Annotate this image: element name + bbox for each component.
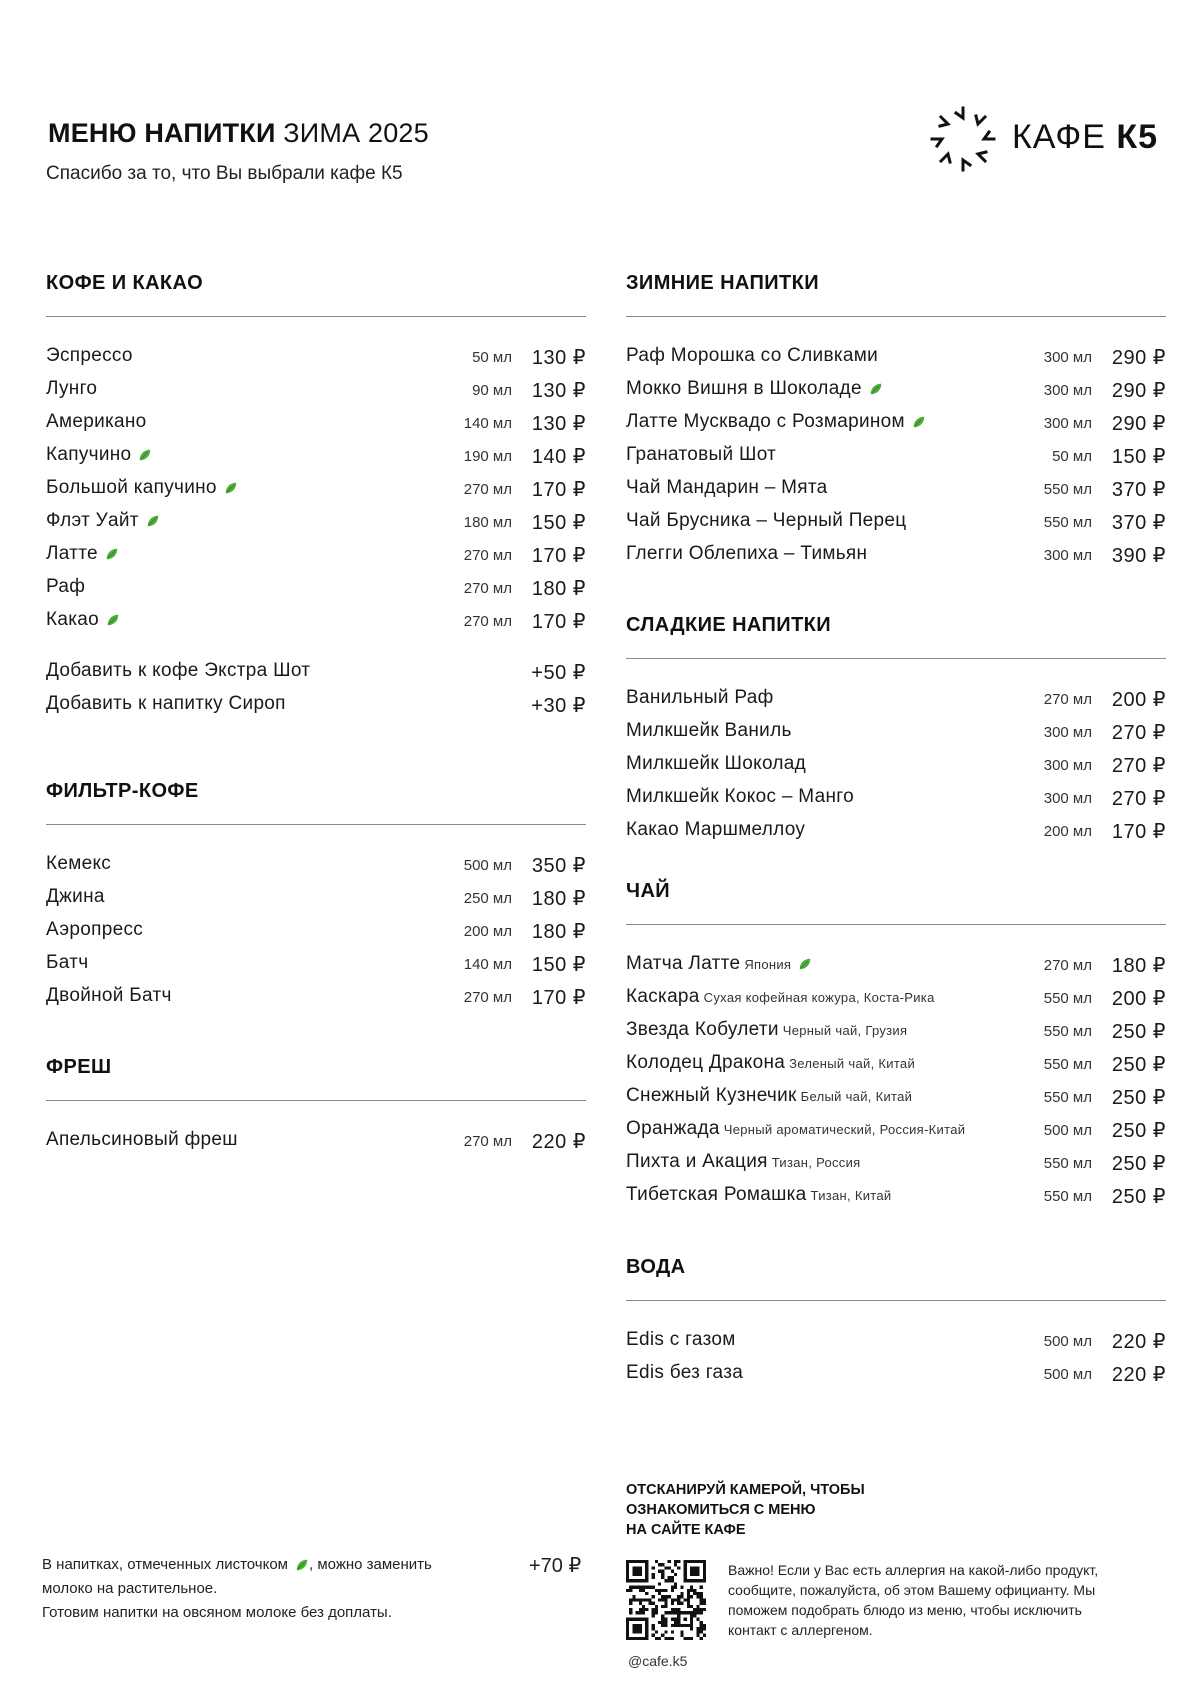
menu-item-price: 140 ₽	[531, 446, 586, 468]
menu-item-volume: 200 мл	[1043, 823, 1092, 840]
divider	[626, 1300, 1166, 1301]
menu-item-price: 250 ₽	[1111, 1120, 1166, 1142]
menu-item	[626, 411, 1166, 444]
menu-item-volume: 270 мл	[463, 1133, 512, 1150]
menu-item	[626, 953, 1166, 986]
section-sweet	[626, 610, 1166, 852]
menu-item-name-wrap	[626, 1151, 861, 1173]
menu-item-volume: 50 мл	[472, 349, 512, 366]
menu-item-name: Edis без газа	[626, 1362, 744, 1383]
menu-item-volume: 550 мл	[1043, 1023, 1092, 1040]
menu-item-name-wrap	[46, 1129, 238, 1151]
menu-item	[626, 1019, 1166, 1052]
menu-item-description: Белый чай, Китай	[800, 1089, 913, 1104]
menu-item-name-wrap	[46, 444, 152, 466]
menu-item-price: 220 ₽	[1111, 1364, 1166, 1386]
qr-code-icon	[626, 1560, 706, 1640]
menu-item-volume: 190 мл	[463, 448, 512, 465]
menu-item	[626, 687, 1166, 720]
menu-item-volume: 300 мл	[1043, 790, 1092, 807]
menu-item-volume: 270 мл	[463, 580, 512, 597]
menu-item-name-wrap	[46, 345, 133, 367]
menu-item	[626, 1085, 1166, 1118]
menu-item-name: Матча Латте	[626, 953, 741, 974]
menu-item-name-wrap	[46, 378, 97, 400]
menu-item-price: 170 ₽	[531, 987, 586, 1009]
section-tea	[626, 876, 1166, 1217]
menu-item-price: 200 ₽	[1111, 988, 1166, 1010]
menu-item	[626, 986, 1166, 1019]
menu-item	[46, 985, 586, 1018]
section-filter-coffee	[46, 776, 586, 1018]
menu-item	[46, 444, 586, 477]
divider	[626, 924, 1166, 925]
leaf-icon	[798, 957, 812, 971]
divider	[626, 658, 1166, 659]
menu-item-description: Япония	[744, 957, 792, 972]
menu-item	[46, 609, 586, 642]
qr-code[interactable]	[626, 1560, 706, 1640]
menu-item-volume: 270 мл	[1043, 957, 1092, 974]
menu-item-name-wrap	[626, 543, 867, 565]
footnote-text-2: , можно заменить молоко на растительное.	[42, 1556, 432, 1597]
menu-item-price: 350 ₽	[531, 855, 586, 877]
menu-item	[46, 477, 586, 510]
menu-item-volume: 550 мл	[1043, 1188, 1092, 1205]
menu-item-name-wrap	[626, 986, 935, 1008]
menu-item-price: 250 ₽	[1111, 1021, 1166, 1043]
menu-item-price: 130 ₽	[531, 413, 586, 435]
section-coffee	[46, 268, 586, 726]
menu-item-price: 270 ₽	[1111, 755, 1166, 777]
menu-item-volume: 550 мл	[1043, 1155, 1092, 1172]
logo-text-cafe: КАФЕ	[1012, 118, 1106, 156]
menu-item-price: 150 ₽	[531, 512, 586, 534]
menu-item-name: Чай Мандарин – Мята	[626, 477, 828, 498]
menu-item-name: Чай Брусника – Черный Перец	[626, 510, 907, 531]
menu-item-name-wrap	[626, 720, 792, 742]
menu-item-name-wrap	[626, 510, 906, 532]
menu-item-name-wrap	[626, 753, 806, 775]
menu-item-name: Добавить к кофе Экстра Шот	[46, 660, 311, 681]
menu-item-name: Звезда Кобулети	[626, 1019, 779, 1040]
section-title: СЛАДКИЕ НАПИТКИ	[626, 614, 832, 636]
menu-item-name-wrap	[626, 1184, 892, 1206]
menu-item	[46, 919, 586, 952]
menu-item-name-wrap	[46, 660, 310, 682]
menu-item	[46, 660, 586, 693]
menu-item-name: Эспрессо	[46, 345, 133, 366]
menu-item	[626, 1118, 1166, 1151]
menu-item	[46, 576, 586, 609]
menu-item	[626, 510, 1166, 543]
menu-item-name: Двойной Батч	[46, 985, 172, 1006]
menu-item	[626, 753, 1166, 786]
menu-item-name: Добавить к напитку Сироп	[46, 693, 286, 714]
menu-item-name-wrap	[46, 853, 111, 875]
divider	[46, 316, 586, 317]
menu-item-volume: 550 мл	[1043, 1089, 1092, 1106]
menu-item-price: 290 ₽	[1111, 380, 1166, 402]
section-title: КОФЕ И КАКАО	[46, 272, 204, 294]
menu-item-description: Тизан, Китай	[810, 1188, 892, 1203]
menu-item-name-wrap	[626, 411, 926, 433]
menu-item-name: Мокко Вишня в Шоколаде	[626, 378, 862, 399]
menu-item-name: Лунго	[46, 378, 98, 399]
menu-subtitle: Спасибо за то, что Вы выбрали кафе К5	[46, 163, 403, 184]
menu-item-price: 200 ₽	[1111, 689, 1166, 711]
menu-item-volume: 550 мл	[1043, 481, 1092, 498]
menu-item-name-wrap	[626, 1052, 915, 1074]
menu-item-name-wrap	[46, 985, 172, 1007]
menu-item-name: Оранжада	[626, 1118, 720, 1139]
menu-item-volume: 200 мл	[463, 923, 512, 940]
section-title: ЧАЙ	[626, 880, 671, 902]
menu-item-price: 150 ₽	[531, 954, 586, 976]
menu-item-name: Латте	[46, 543, 98, 564]
leaf-icon	[224, 481, 238, 495]
menu-item	[46, 693, 586, 726]
menu-item-name: Каскара	[626, 986, 700, 1007]
sweet-list	[626, 687, 1166, 852]
menu-item-name-wrap	[46, 576, 85, 598]
menu-item-name: Кемекс	[46, 853, 112, 874]
water-list	[626, 1329, 1166, 1395]
menu-item	[46, 510, 586, 543]
divider	[46, 1100, 586, 1101]
plant-milk-footnote	[42, 1553, 472, 1625]
menu-item-name: Американо	[46, 411, 147, 432]
section-title: ФРЕШ	[46, 1056, 112, 1078]
menu-item-volume: 550 мл	[1043, 1056, 1092, 1073]
menu-item-name: Раф Морошка со Сливками	[626, 345, 879, 366]
menu-item-name-wrap	[626, 444, 776, 466]
section-title: ВОДА	[626, 1256, 686, 1278]
menu-item-name-wrap	[46, 952, 88, 974]
menu-item-price: 270 ₽	[1111, 788, 1166, 810]
menu-item-name-wrap	[626, 1019, 907, 1041]
leaf-icon	[138, 448, 152, 462]
menu-item	[626, 1184, 1166, 1217]
menu-item-price: 130 ₽	[531, 347, 586, 369]
menu-item-name: Капучино	[46, 444, 132, 465]
menu-item-price: 180 ₽	[531, 578, 586, 600]
menu-item-volume: 270 мл	[1043, 691, 1092, 708]
menu-item-name-wrap	[626, 819, 805, 841]
coffee-extras-list	[46, 660, 586, 726]
section-winter	[626, 268, 1166, 576]
menu-item-name: Колодец Дракона	[626, 1052, 786, 1073]
menu-item-price: 170 ₽	[1111, 821, 1166, 843]
menu-item-price: 370 ₽	[1111, 479, 1166, 501]
menu-item-price: 170 ₽	[531, 479, 586, 501]
menu-item-price: 170 ₽	[531, 611, 586, 633]
menu-item-volume: 500 мл	[1043, 1122, 1092, 1139]
menu-item-name-wrap	[626, 953, 812, 975]
menu-item	[46, 886, 586, 919]
menu-item-volume: 300 мл	[1043, 415, 1092, 432]
menu-item-price: 250 ₽	[1111, 1186, 1166, 1208]
menu-item-name: Аэропресс	[46, 919, 144, 940]
menu-item-volume: 300 мл	[1043, 382, 1092, 399]
menu-item-name-wrap	[46, 543, 119, 565]
plant-milk-price: +70 ₽	[529, 1555, 582, 1577]
menu-item-price: 180 ₽	[1111, 955, 1166, 977]
menu-item	[626, 1362, 1166, 1395]
menu-item	[626, 345, 1166, 378]
menu-item-name: Раф	[46, 576, 86, 597]
menu-item	[626, 786, 1166, 819]
menu-item-name: Милкшейк Ваниль	[626, 720, 792, 741]
instagram-handle[interactable]: @cafe.k5	[628, 1653, 688, 1669]
menu-item-volume: 270 мл	[463, 989, 512, 1006]
menu-item	[626, 378, 1166, 411]
menu-item-name: Глегги Облепиха – Тимьян	[626, 543, 868, 564]
menu-item-name: Edis с газом	[626, 1329, 736, 1350]
menu-item-name-wrap	[46, 411, 147, 433]
menu-item-name: Большой капучино	[46, 477, 217, 498]
menu-item-name-wrap	[46, 609, 120, 631]
menu-item-price: 270 ₽	[1111, 722, 1166, 744]
menu-item	[46, 543, 586, 576]
menu-item-volume: 270 мл	[463, 547, 512, 564]
menu-item-name-wrap	[626, 1329, 736, 1351]
menu-item-name: Апельсиновый фреш	[46, 1129, 238, 1150]
menu-item-name-wrap	[46, 477, 238, 499]
cafe-logo	[928, 104, 1168, 174]
menu-item-name: Какао	[46, 609, 99, 630]
menu-item-name-wrap	[46, 886, 105, 908]
menu-item-description: Сухая кофейная кожура, Коста-Рика	[703, 990, 935, 1005]
menu-item-volume: 500 мл	[463, 857, 512, 874]
menu-item-volume: 550 мл	[1043, 514, 1092, 531]
leaf-icon	[295, 1558, 309, 1572]
menu-item-price: 220 ₽	[1111, 1331, 1166, 1353]
menu-item-price: 250 ₽	[1111, 1153, 1166, 1175]
menu-item-name-wrap	[626, 477, 828, 499]
leaf-icon	[106, 613, 120, 627]
logo-text	[1012, 118, 1158, 157]
section-title: ФИЛЬТР-КОФЕ	[46, 780, 199, 802]
menu-item-volume: 500 мл	[1043, 1333, 1092, 1350]
menu-item-name: Тибетская Ромашка	[626, 1184, 807, 1205]
menu-item-price: 170 ₽	[531, 545, 586, 567]
menu-item-volume: 300 мл	[1043, 349, 1092, 366]
menu-item-price: 390 ₽	[1111, 545, 1166, 567]
menu-item-volume: 180 мл	[463, 514, 512, 531]
menu-item	[626, 477, 1166, 510]
menu-item-volume: 50 мл	[1052, 448, 1092, 465]
menu-item-name-wrap	[626, 345, 878, 367]
menu-item	[626, 543, 1166, 576]
menu-item-price: 290 ₽	[1111, 347, 1166, 369]
menu-item	[626, 1151, 1166, 1184]
menu-item-name-wrap	[46, 919, 143, 941]
menu-item-price: 290 ₽	[1111, 413, 1166, 435]
tea-list	[626, 953, 1166, 1217]
menu-item	[626, 1052, 1166, 1085]
allergy-notice: Важно! Если у Вас есть аллергия на какой-либо продукт, сообщите, пожалуйста, об этом Вашему официанту. Мы поможем подобрать блюдо из меню, чтобы исключить контакт с аллергеном.	[728, 1562, 1099, 1638]
menu-item-volume: 550 мл	[1043, 990, 1092, 1007]
menu-item-name-wrap	[626, 786, 854, 808]
menu-title	[48, 118, 429, 149]
menu-item-name: Джина	[46, 886, 105, 907]
logo-text-k5: К5	[1116, 118, 1159, 156]
menu-item-name: Снежный Кузнечик	[626, 1085, 797, 1106]
winter-list	[626, 345, 1166, 576]
menu-item-name-wrap	[46, 693, 286, 715]
menu-item-name-wrap	[626, 1118, 965, 1140]
menu-item-name: Милкшейк Кокос – Манго	[626, 786, 854, 807]
menu-item-name: Латте Мусквадо с Розмарином	[626, 411, 905, 432]
leaf-icon	[146, 514, 160, 528]
menu-item-name: Милкшейк Шоколад	[626, 753, 807, 774]
menu-item-name: Какао Маршмеллоу	[626, 819, 806, 840]
menu-item-name-wrap	[46, 510, 160, 532]
menu-item-name: Батч	[46, 952, 89, 973]
menu-item-volume: 300 мл	[1043, 757, 1092, 774]
menu-item-name-wrap	[626, 378, 883, 400]
menu-item-description: Черный чай, Грузия	[782, 1023, 908, 1038]
menu-item	[46, 853, 586, 886]
menu-item-price: +30 ₽	[531, 695, 586, 717]
menu-item	[626, 819, 1166, 852]
menu-item-price: 370 ₽	[1111, 512, 1166, 534]
menu-item-price: +50 ₽	[531, 662, 586, 684]
menu-item-volume: 300 мл	[1043, 547, 1092, 564]
menu-item-volume: 270 мл	[463, 481, 512, 498]
menu-item-name: Пихта и Акация	[626, 1151, 768, 1172]
menu-item-name: Гранатовый Шот	[626, 444, 777, 465]
section-fresh	[46, 1052, 586, 1162]
menu-item-price: 220 ₽	[531, 1131, 586, 1153]
menu-item-price: 150 ₽	[1111, 446, 1166, 468]
qr-caption: ОТСКАНИРУЙ КАМЕРОЙ, ЧТОБЫ ОЗНАКОМИТЬСЯ С МЕНЮ НА САЙТЕ КАФЕ	[626, 1482, 865, 1538]
divider	[46, 824, 586, 825]
menu-item-volume: 500 мл	[1043, 1366, 1092, 1383]
menu-title-bold: МЕНЮ НАПИТКИ	[48, 118, 276, 148]
menu-item-price: 250 ₽	[1111, 1087, 1166, 1109]
menu-item	[626, 444, 1166, 477]
footnote-text-3: Готовим напитки на овсяном молоке без доплаты.	[42, 1604, 392, 1621]
menu-item-description: Зеленый чай, Китай	[789, 1056, 916, 1071]
divider	[626, 316, 1166, 317]
menu-item	[46, 345, 586, 378]
menu-item	[46, 952, 586, 985]
menu-item-price: 250 ₽	[1111, 1054, 1166, 1076]
menu-item-volume: 140 мл	[463, 415, 512, 432]
menu-item-volume: 300 мл	[1043, 724, 1092, 741]
menu-item	[46, 378, 586, 411]
menu-item-volume: 270 мл	[463, 613, 512, 630]
menu-item-description: Черный ароматический, Россия-Китай	[723, 1122, 966, 1137]
fresh-list	[46, 1129, 586, 1162]
menu-item-price: 180 ₽	[531, 921, 586, 943]
menu-item-volume: 250 мл	[463, 890, 512, 907]
menu-item-price: 180 ₽	[531, 888, 586, 910]
menu-item-name: Ванильный Раф	[626, 687, 774, 708]
section-water	[626, 1252, 1166, 1395]
coffee-list	[46, 345, 586, 642]
menu-item-volume: 140 мл	[463, 956, 512, 973]
menu-item-volume: 90 мл	[472, 382, 512, 399]
menu-item-name-wrap	[626, 1362, 743, 1384]
menu-item-name: Флэт Уайт	[46, 510, 139, 531]
menu-item	[46, 1129, 586, 1162]
menu-title-season: ЗИМА 2025	[283, 118, 429, 148]
leaf-icon	[869, 382, 883, 396]
footnote-text-1: В напитках, отмеченных листочком	[42, 1556, 288, 1573]
menu-item	[46, 411, 586, 444]
menu-item-description: Тизан, Россия	[771, 1155, 861, 1170]
menu-item	[626, 1329, 1166, 1362]
section-title: ЗИМНИЕ НАПИТКИ	[626, 272, 820, 294]
menu-item-name-wrap	[626, 687, 774, 709]
menu-item-price: 130 ₽	[531, 380, 586, 402]
leaf-icon	[912, 415, 926, 429]
menu-item	[626, 720, 1166, 753]
filter-list	[46, 853, 586, 1018]
menu-item-name-wrap	[626, 1085, 912, 1107]
k5-star-icon	[928, 104, 998, 174]
leaf-icon	[105, 547, 119, 561]
